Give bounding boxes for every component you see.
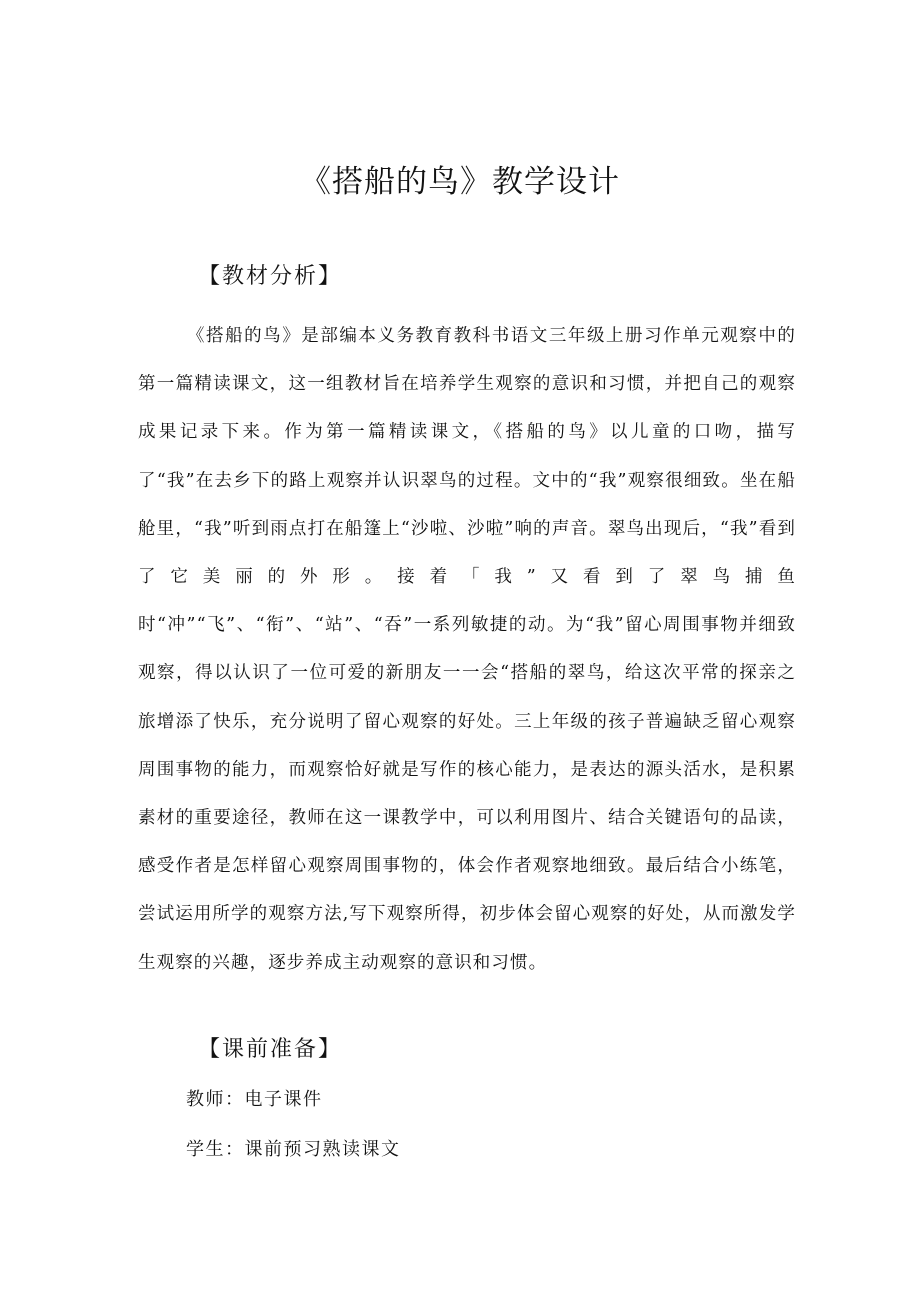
section-heading-preparation: 【课前准备】 bbox=[198, 1037, 343, 1062]
preparation-student-line: 学生：课前预习熟读课文 bbox=[186, 1139, 401, 1160]
material-analysis-paragraph: 《搭船的鸟》是部编本义务教育教科书语文三年级上册习作单元观察中的第一篇精读课文，这一组教材旨在培养学生观察的意识和习惯，并把自己的观察成果记录下来。作为第一篇精读课文，《搭船的鸟》以儿童的口吻，描写了“我”在去乡下的路上观察并认识翠鸟的过程。文中的“我”观察很细致。坐在船舱里，“我”听到雨点打在船篷上“沙啦、沙啦”响的声音。翠鸟出现后，“我”看到了它美丽的外形。接着「我”又看到了翠鸟捕鱼时“冲”“飞”、“衔”、“站”、“吞”一系列敏捷的动。为“我”留心周围事物并细致观察，得以认识了一位可爱的新朋友一一会“搭船的翠鸟，给这次平常的探亲之旅增添了快乐，充分说明了留心观察的好处。三上年级的孩子普遍缺乏留心观察周围事物的能力，而观察恰好就是写作的核心能力，是表达的源头活水，是积累素材的重要途径，教师在这一课教学中，可以利用图片、结合关键语句的品读，感受作者是怎样留心观察周围事物的，体会作者观察地细致。最后结合小练笔，尝试运用所学的观察方法,写下观察所得，初步体会留心观察的好处，从而激发学生观察的兴趣，逐步养成主动观察的意识和习惯。 bbox=[138, 326, 796, 973]
preparation-teacher-line: 教师：电子课件 bbox=[186, 1089, 323, 1110]
section-heading-material-analysis: 【教材分析】 bbox=[198, 264, 343, 289]
document-title: 《搭船的鸟》教学设计 bbox=[300, 164, 620, 200]
